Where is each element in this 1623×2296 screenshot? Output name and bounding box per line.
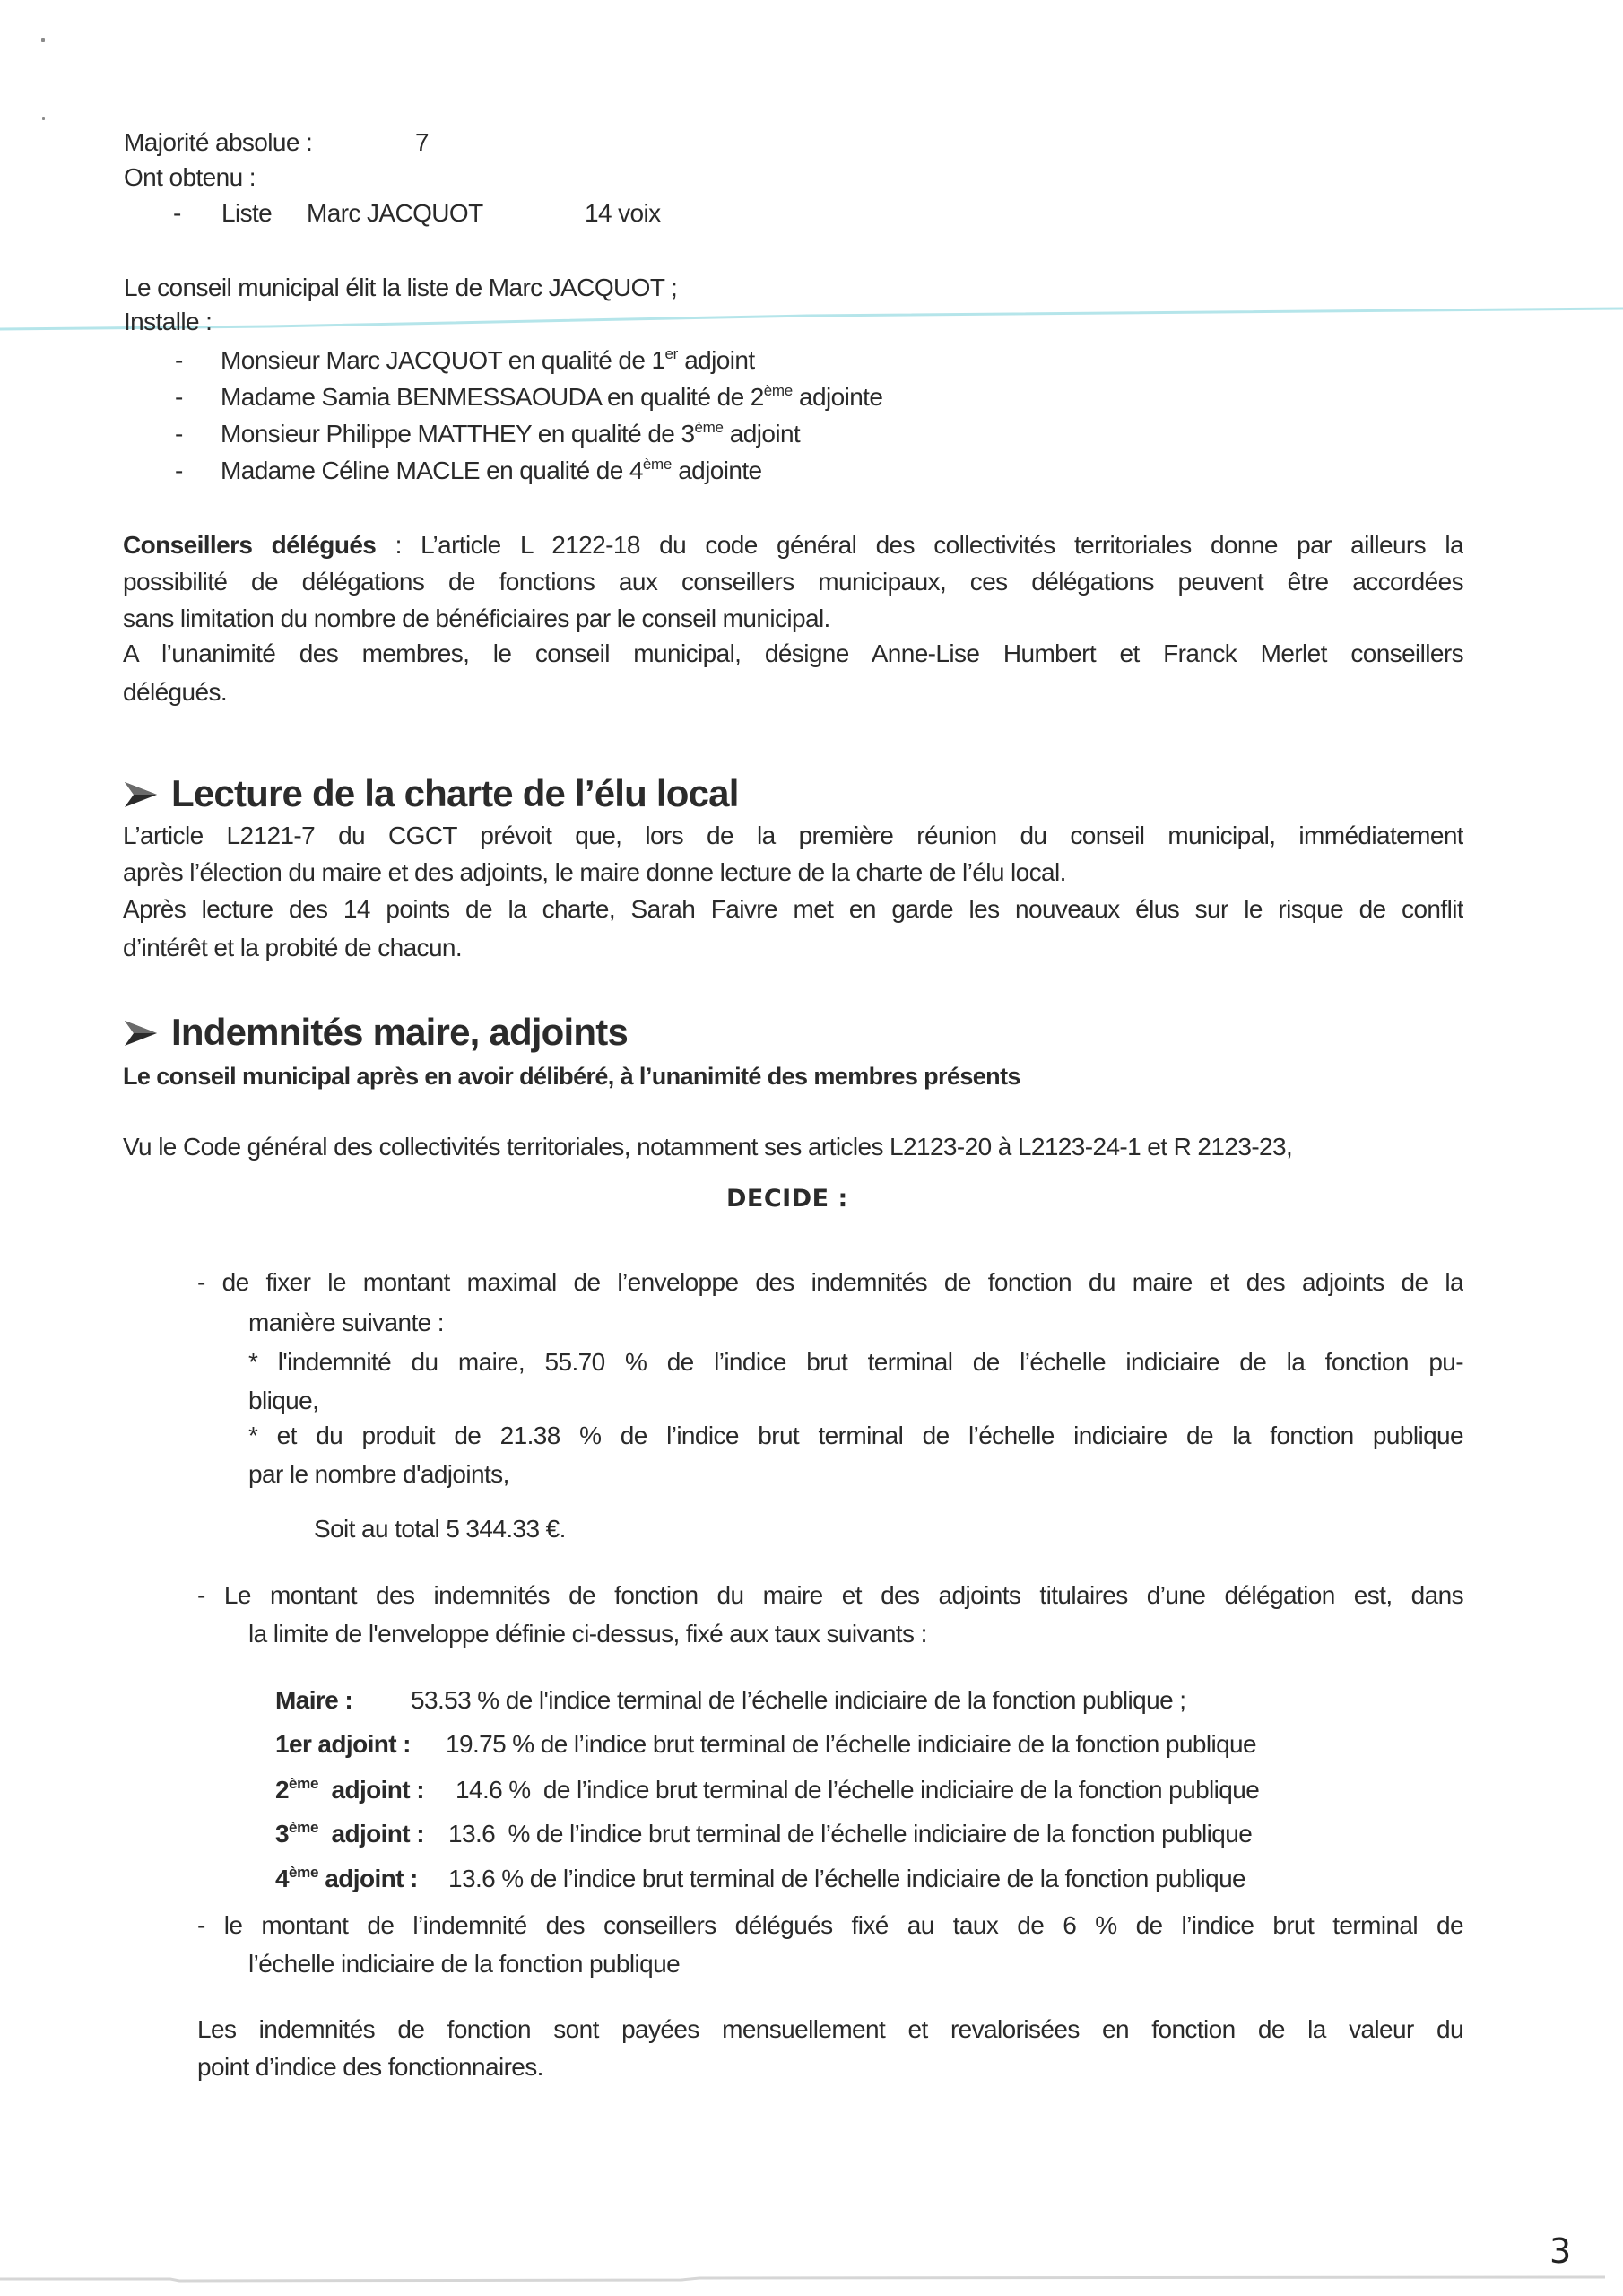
list-bullet: - [175, 420, 183, 448]
paragraph-line: d’intérêt et la probité de chacun. [123, 934, 463, 961]
rate-value: 13.6 % de l’indice brut terminal de l’échelle indiciaire de la fonction publique [448, 1820, 1253, 1848]
arrow-bullet-icon [123, 1020, 159, 1047]
total-amount: Soit au total 5 344.33 €. [314, 1515, 566, 1543]
paragraph-line: - le montant de l’indemnité des conseillers délégués fixé au taux de 6 % de l’indice brut terminal de [197, 1911, 1463, 1939]
result-bullet: - [173, 199, 181, 227]
paragraph-line: sans limitation du nombre de bénéficiaires par le conseil municipal. [123, 604, 830, 632]
result-votes: 14 voix [585, 199, 661, 227]
ordinal-suffix: er [664, 345, 679, 362]
adjoint-text [221, 456, 761, 486]
section-subtitle: Le conseil municipal après en avoir délibéré, à l’unanimité des membres présents [123, 1063, 1020, 1090]
ordinal-suffix: ème [288, 1775, 319, 1792]
adjoint-role: adjointe [672, 457, 762, 484]
ordinal-number: 4 [275, 1865, 289, 1892]
paragraph-line: Les indemnités de fonction sont payées mensuellement et revalorisées en fonction de la valeur du [197, 2015, 1463, 2043]
installe-label: Installe : [124, 308, 213, 335]
arrow-bullet-icon [123, 781, 159, 808]
decide-heading: DECIDE : [726, 1185, 848, 1213]
section-title: Indemnités maire, adjoints [171, 1011, 628, 1053]
paragraph-line: la limite de l'enveloppe définie ci-dessus, fixé aux taux suivants : [248, 1620, 927, 1648]
paragraph-line: après l’élection du maire et des adjoints, le maire donne lecture de la charte de l’élu local. [123, 858, 1066, 886]
majorite-label: Majorité absolue : [124, 128, 313, 156]
list-bullet: - [175, 457, 183, 484]
ordinal-suffix: ème [763, 382, 793, 399]
elit-statement: Le conseil municipal élit la liste de Marc JACQUOT ; [124, 274, 678, 301]
paragraph-line: * et du produit de 21.38 % de l’indice brut terminal de l’échelle indiciaire de la fonction publique [248, 1422, 1463, 1449]
adjoint-text-main: Madame Samia BENMESSAOUDA en qualité de 2 [221, 383, 764, 411]
conseillers-label: Conseillers délégués [123, 531, 377, 559]
scan-artifact-line [0, 305, 1623, 341]
vu-statement: Vu le Code général des collectivités territoriales, notamment ses articles L2123-20 à L2123-24-1 et R 2123-23, [123, 1133, 1293, 1161]
paragraph-line [123, 530, 1463, 561]
ordinal-suffix: ème [288, 1819, 319, 1836]
ordinal-suffix: ème [694, 419, 724, 436]
rate-label [275, 1775, 424, 1805]
scan-speck [42, 117, 45, 120]
adjoint-role: adjointe [792, 383, 883, 411]
adjoint-text [221, 382, 882, 413]
rate-label [275, 1864, 418, 1894]
rate-value: 13.6 % de l’indice brut terminal de l’échelle indiciaire de la fonction publique [448, 1865, 1246, 1892]
rate-value: 14.6 % de l’indice brut terminal de l’échelle indiciaire de la fonction publique [456, 1776, 1260, 1804]
ont-obtenu-label: Ont obtenu : [124, 163, 256, 191]
rate-label-text: adjoint : [318, 1776, 424, 1804]
ordinal-suffix: ème [288, 1864, 319, 1881]
result-label: Liste [221, 199, 273, 227]
page-bottom-rule [0, 2274, 1623, 2284]
paragraph-line: A l’unanimité des membres, le conseil municipal, désigne Anne-Lise Humbert et Franck Merlet conseillers [123, 639, 1463, 667]
rate-label-text: adjoint : [318, 1865, 418, 1892]
rate-label [275, 1819, 424, 1849]
paragraph-line: par le nombre d'adjoints, [248, 1460, 509, 1488]
section-title: Lecture de la charte de l’élu local [171, 772, 739, 814]
paragraph-line: manière suivante : [248, 1309, 444, 1336]
ordinal-suffix: ème [642, 456, 673, 473]
rate-value: 53.53 % de l'indice terminal de l’échelle indiciaire de la fonction publique ; [411, 1686, 1186, 1714]
paragraph-text: : L’article L 2122-18 du code général des collectivités territoriales donne par ailleurs la [376, 531, 1463, 559]
paragraph-line: l’échelle indiciaire de la fonction publique [248, 1950, 681, 1978]
paragraph-line: délégués. [123, 678, 228, 706]
adjoint-text [221, 345, 755, 376]
scan-speck [41, 38, 45, 42]
paragraph-line: possibilité de délégations de fonctions aux conseillers municipaux, ces délégations peuvent être accordées [123, 568, 1463, 596]
paragraph-line: - Le montant des indemnités de fonction du maire et des adjoints titulaires d’une délégation est, dans [197, 1581, 1463, 1609]
paragraph-line: Après lecture des 14 points de la charte, Sarah Faivre met en garde les nouveaux élus sur le risque de conflit [123, 895, 1463, 923]
paragraph-line: * l'indemnité du maire, 55.70 % de l’indice brut terminal de l’échelle indiciaire de la fonction pu- [248, 1348, 1463, 1376]
majorite-value: 7 [415, 128, 429, 156]
ordinal-number: 2 [275, 1776, 289, 1804]
adjoint-role: adjoint [723, 420, 801, 448]
list-bullet: - [175, 383, 183, 411]
paragraph-line: point d’indice des fonctionnaires. [197, 2053, 543, 2081]
adjoint-text-main: Madame Céline MACLE en qualité de 4 [221, 457, 643, 484]
page-number: 3 [1549, 2231, 1572, 2271]
rate-label: 1er adjoint : [275, 1730, 411, 1758]
adjoint-text-main: Monsieur Marc JACQUOT en qualité de 1 [221, 346, 665, 374]
rate-label: Maire : [275, 1686, 353, 1714]
list-bullet: - [175, 346, 183, 374]
paragraph-line: - de fixer le montant maximal de l’enveloppe des indemnités de fonction du maire et des adjoints de la [197, 1268, 1463, 1296]
section-heading-indemnites [123, 1010, 628, 1055]
adjoint-text [221, 419, 800, 449]
rate-label-text: adjoint : [318, 1820, 424, 1848]
paragraph-line: blique, [248, 1387, 319, 1414]
adjoint-role: adjoint [678, 346, 755, 374]
paragraph-line: L’article L2121-7 du CGCT prévoit que, lors de la première réunion du conseil municipal, immédiatement [123, 822, 1463, 849]
adjoint-text-main: Monsieur Philippe MATTHEY en qualité de 3 [221, 420, 695, 448]
section-heading-charte [123, 771, 739, 816]
ordinal-number: 3 [275, 1820, 289, 1848]
result-name: Marc JACQUOT [307, 199, 483, 227]
rate-value: 19.75 % de l’indice brut terminal de l’échelle indiciaire de la fonction publique [446, 1730, 1256, 1758]
